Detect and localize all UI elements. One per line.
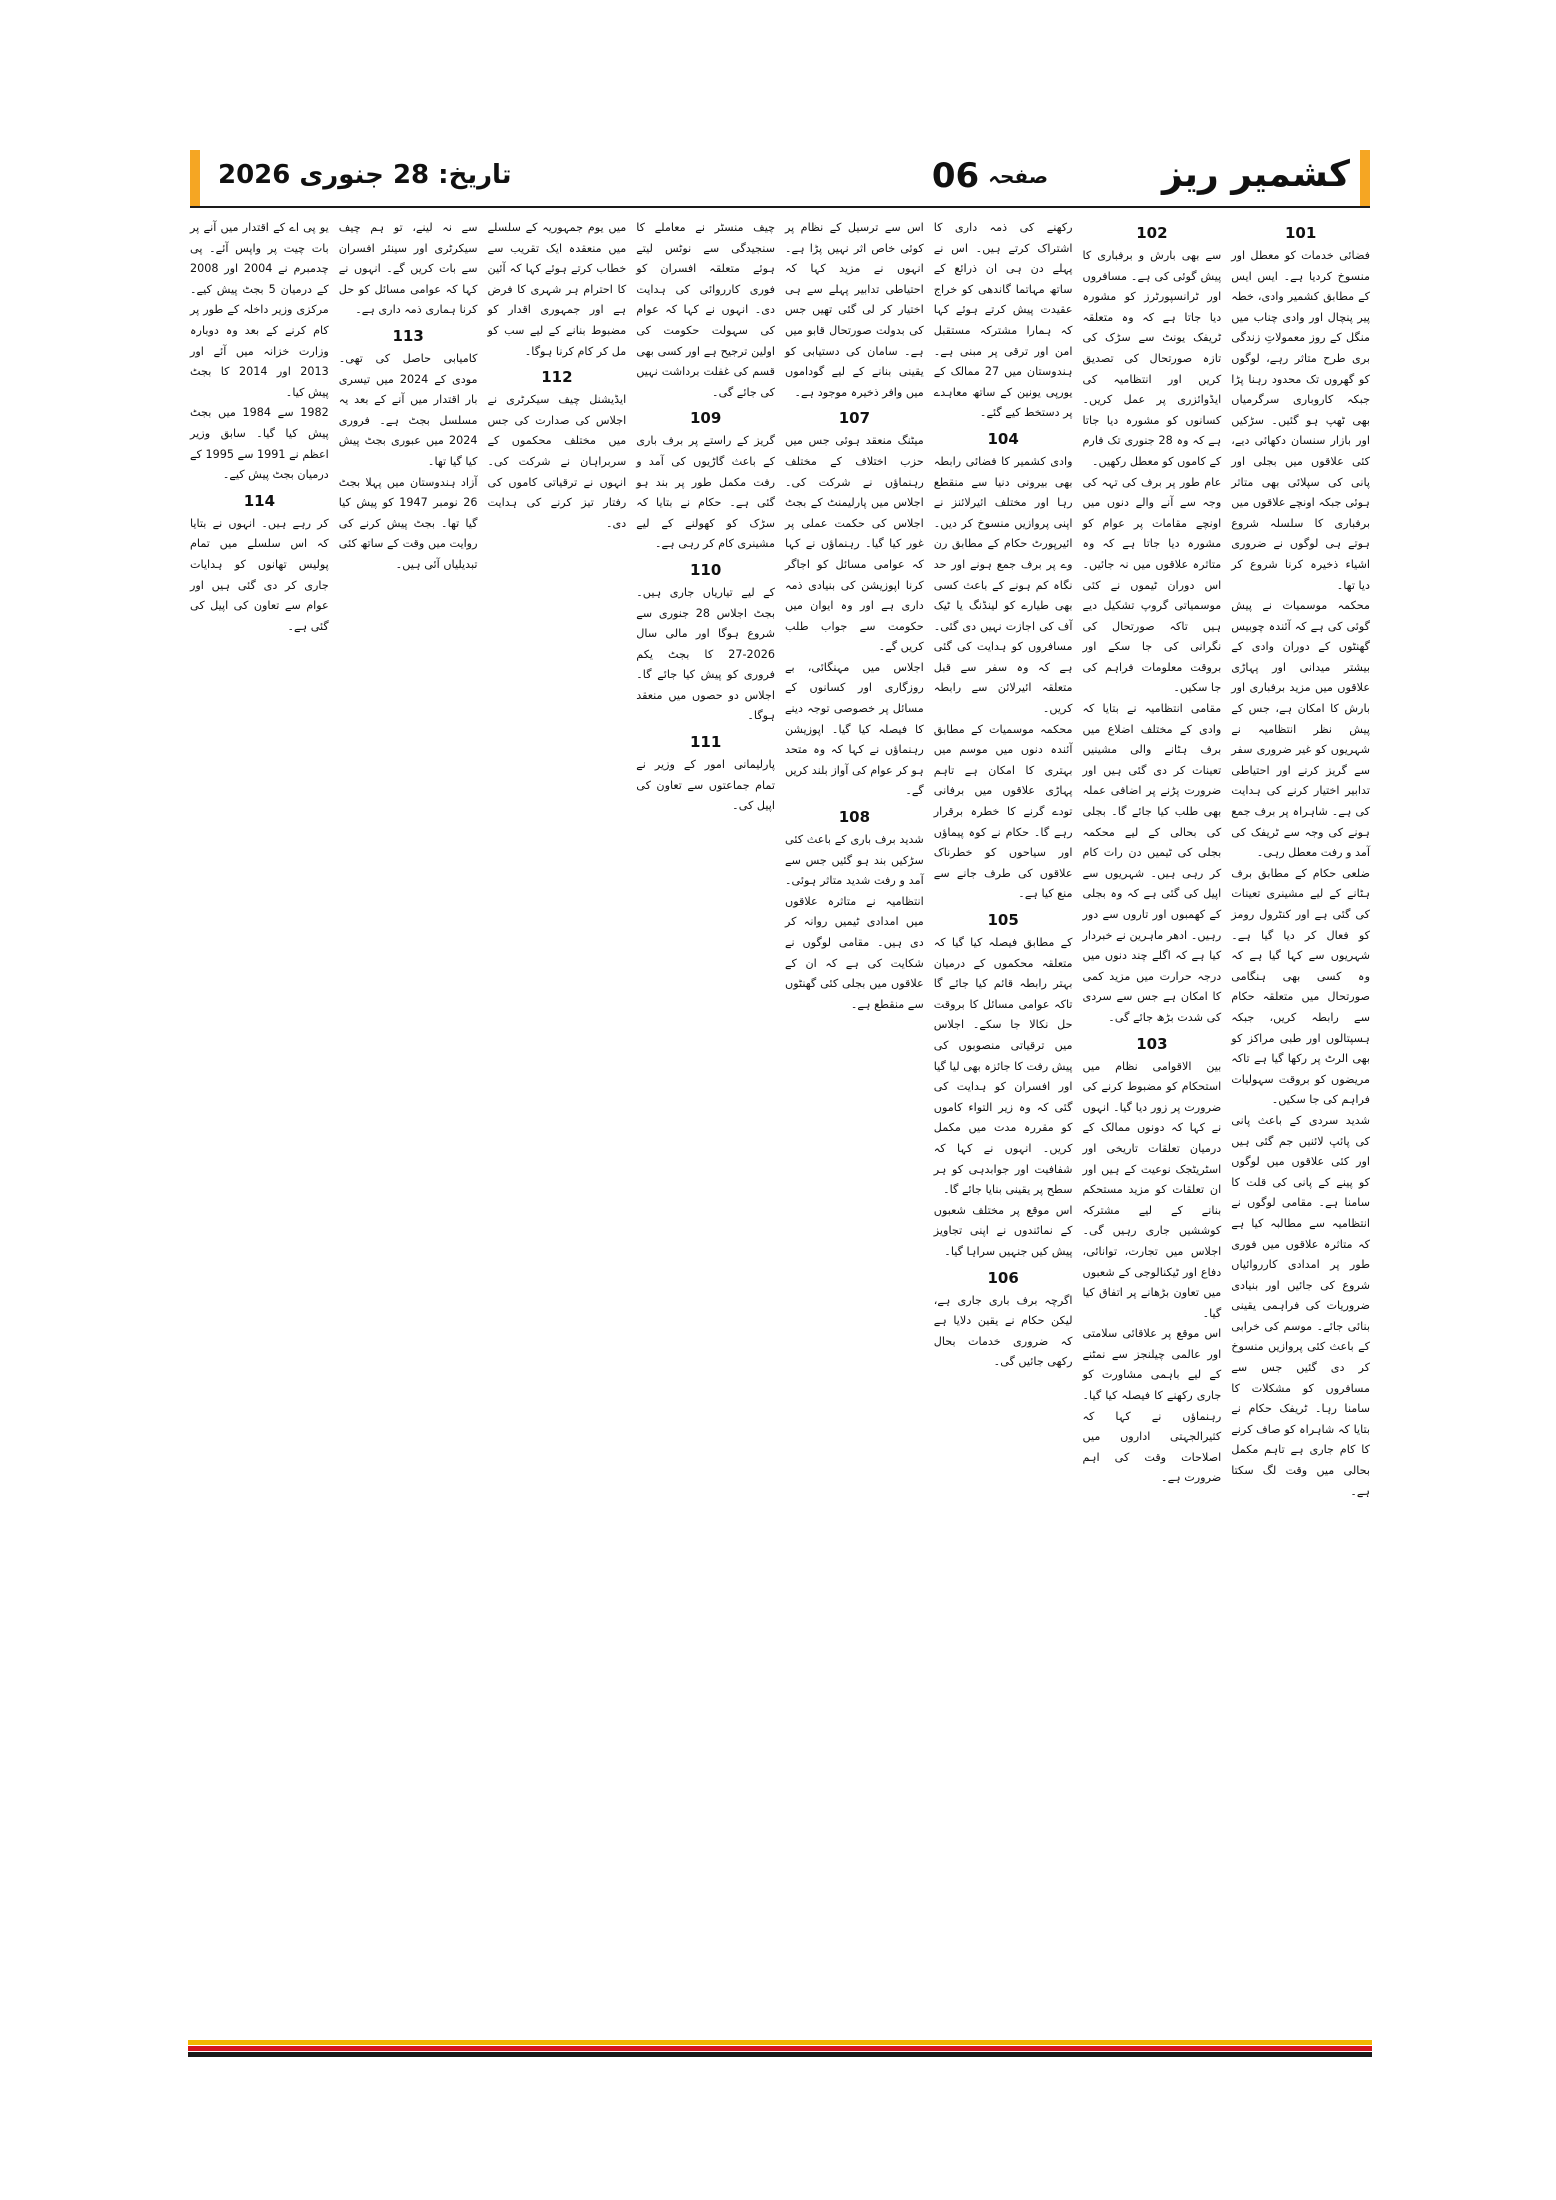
article-paragraph: سے بھی بارش و برفباری کا پیش گوئی کی ہے۔ مسافروں اور ٹرانسپورٹرز کو مشورہ دیا جاتا ہے کہ وہ متعلقہ ٹریفک یونٹ سے سڑک کی تازہ صورتحال کی تصدیق کریں اور انتظامیہ کی ایڈوائزری پر عمل کریں۔ کسانوں کو مشورہ دیا جاتا ہے کہ وہ 28 جنوری تک فارم کے کاموں کو معطل رکھیں۔ — [1082, 249, 1222, 468]
article-paragraph: رکھنے کی ذمہ داری کا اشتراک کرتے ہیں۔ اس نے پہلے دن ہی ان ذرائع کے ساتھ مہاتما گاندھی کو خراج عقیدت پیش کرتے ہوئے کہا کہ ہمارا مشترکہ مستقبل امن اور ترقی پر مبنی ہے۔ ہندوستان میں 27 ممالک کے یورپی یونین کے ساتھ معاہدے پر دستخط کیے گئے۔ — [933, 221, 1073, 420]
news-column-3 — [932, 218, 1075, 2026]
news-column-7 — [337, 218, 480, 2026]
article-paragraph: کر رہے ہیں۔ انہوں نے بتایا کہ اس سلسلے میں تمام پولیس تھانوں کو ہدایات جاری کر دی گئی ہیں اور عوام سے تعاون کی اپیل کی گئی ہے۔ — [190, 516, 329, 633]
article-paragraph: گریز کے راستے پر برف باری کے باعث گاڑیوں کی آمد و رفت مکمل طور پر بند ہو گئی ہے۔ حکام نے بتایا کہ سڑک کو کھولنے کے لیے مشینری کام کر رہی ہے۔ — [636, 434, 775, 551]
article-number: 113 — [392, 326, 424, 345]
article-paragraph: محکمہ موسمیات نے پیش گوئی کی ہے کہ آئندہ چوبیس گھنٹوں کے دوران وادی کے بیشتر میدانی اور پہاڑی علاقوں میں مزید برفباری اور بارش کا امکان ہے، جس کے پیش نظر انتظامیہ نے شہریوں کو غیر ضروری سفر سے گریز کرنے اور احتیاطی تدابیر اختیار کرنے کی ہدایت کی ہے۔ شاہراہ پر برف جمع ہونے کی وجہ سے ٹریفک کی آمد و رفت معطل رہی۔ — [1231, 599, 1370, 860]
article-paragraph: چیف منسٹر نے معاملے کا سنجیدگی سے نوٹس لیتے ہوئے متعلقہ افسران کو فوری کارروائی کی ہدایت دی۔ انہوں نے کہا کہ عوام کی سہولت حکومت کی اولین ترجیح ہے اور کسی بھی قسم کی غفلت برداشت نہیں کی جائے گی۔ — [636, 221, 775, 399]
article-paragraph: محکمہ موسمیات کے مطابق آئندہ دنوں میں موسم میں بہتری کا امکان ہے تاہم پہاڑی علاقوں میں برفانی تودے گرنے کا خطرہ برقرار رہے گا۔ حکام نے کوہ پیماؤں اور سیاحوں کو خطرناک علاقوں کی طرف جانے سے منع کیا ہے۔ — [933, 722, 1073, 901]
article-number: 104 — [987, 429, 1019, 448]
article-paragraph: اس موقع پر علاقائی سلامتی اور عالمی چیلنجز سے نمٹنے کے لیے باہمی مشاورت کو جاری رکھنے کا فیصلہ کیا گیا۔ رہنماؤں نے کہا کہ کثیرالجہتی اداروں میں اصلاحات وقت کی اہم ضرورت ہے۔ — [1082, 1327, 1222, 1485]
news-column-5 — [634, 218, 777, 2026]
footer-stripe-yellow — [188, 2040, 1372, 2045]
news-column-6 — [486, 218, 629, 2026]
article-paragraph: پارلیمانی امور کے وزیر نے تمام جماعتوں سے تعاون کی اپیل کی۔ — [636, 758, 775, 813]
article-number: 103 — [1136, 1034, 1168, 1053]
footer-stripe-red — [188, 2046, 1372, 2051]
article-paragraph: ایڈیشنل چیف سیکرٹری نے اجلاس کی صدارت کی جس میں مختلف محکموں کے سربراہان نے شرکت کی۔ انہوں نے ترقیاتی کاموں کی رفتار تیز کرنے کی ہدایت دی۔ — [487, 393, 627, 530]
article-paragraph: آزاد ہندوستان میں پہلا بجٹ 26 نومبر 1947 کو پیش کیا گیا تھا۔ بجٹ پیش کرنے کی روایت میں وقت کے ساتھ کئی تبدیلیاں آئی ہیں۔ — [338, 475, 478, 571]
article-paragraph: ضلعی حکام کے مطابق برف ہٹانے کے لیے مشینری تعینات کی گئی ہے اور کنٹرول رومز کو فعال کر دیا گیا ہے۔ شہریوں سے کہا گیا ہے کہ وہ کسی بھی ہنگامی صورتحال میں متعلقہ حکام سے رابطہ کریں، جبکہ ہسپتالوں اور طبی مراکز کو بھی الرٹ پر رکھا گیا ہے تاکہ مریضوں کو بروقت سہولیات فراہم کی جا سکیں۔ — [1231, 866, 1370, 1107]
footer-stripe-black — [188, 2052, 1372, 2057]
article-number: 105 — [987, 911, 1019, 929]
page-number-block — [930, 156, 1050, 196]
article-paragraph: شدید برف باری کے باعث کئی سڑکیں بند ہو گئیں جس سے آمد و رفت شدید متاثر ہوئی۔ انتظامیہ نے متاثرہ علاقوں میں امدادی ٹیمیں روانہ کر دی ہیں۔ مقامی لوگوں نے شکایت کی ہے کہ ان کے علاقوں میں بجلی کئی گھنٹوں سے منقطع ہے۔ — [785, 833, 924, 1011]
article-number: 114 — [243, 491, 276, 510]
article-paragraph: کامیابی حاصل کی تھی۔ مودی کے 2024 میں تیسری بار اقتدار میں آنے کے بعد یہ مسلسل بجٹ ہے۔ فروری 2024 میں عبوری بجٹ پیش کیا گیا تھا۔ — [338, 351, 478, 468]
article-paragraph: یو پی اے کے اقتدار میں آنے پر بات چیت پر واپس آئے۔ پی چدمبرم نے 2004 اور 2008 کے درمیان 5 بجٹ پیش کیے۔ مرکزی وزیر داخلہ کے طور پر کام کرنے کے بعد وہ دوبارہ وزارت خزانہ میں آئے اور 2013 اور 2014 کا بجٹ پیش کیا۔ — [190, 221, 329, 399]
article-paragraph: میٹنگ منعقد ہوئی جس میں حزب اختلاف کے مختلف رہنماؤں نے شرکت کی۔ اجلاس میں پارلیمنٹ کے بجٹ اجلاس کی حکمت عملی پر غور کیا گیا۔ رہنماؤں نے کہا کہ عوامی مسائل کو اجاگر کرنا اپوزیشن کی بنیادی ذمہ داری ہے اور وہ ایوان میں حکومت سے جواب طلب کریں گے۔ — [785, 434, 924, 654]
article-paragraph: اگرچہ برف باری جاری ہے، لیکن حکام نے یقین دلایا ہے کہ ضروری خدمات بحال رکھی جائیں گی۔ — [933, 1293, 1073, 1369]
article-paragraph: اس سے ترسیل کے نظام پر کوئی خاص اثر نہیں پڑا ہے۔ انہوں نے مزید کہا کہ احتیاطی تدابیر پہلے سے ہی اختیار کر لی گئی تھیں جس کی بدولت صورتحال قابو میں ہے۔ سامان کی دستیابی کو یقینی بنانے کے لیے گوداموں میں وافر ذخیرہ موجود ہے۔ — [785, 221, 924, 399]
article-number: 110 — [689, 560, 722, 579]
article-paragraph: 1982 سے 1984 میں بجٹ پیش کیا گیا۔ سابق وزیر اعظم نے 1991 سے 1995 کے درمیان بجٹ پیش کیے۔ — [190, 406, 329, 482]
news-column-4 — [783, 218, 926, 2026]
article-paragraph: شدید سردی کے باعث پانی کی پائپ لائنیں جم گئی ہیں اور کئی علاقوں میں لوگوں کو پینے کے پانی کی قلت کا سامنا ہے۔ مقامی لوگوں نے انتظامیہ سے مطالبہ کیا ہے کہ متاثرہ علاقوں میں فوری طور پر امدادی کارروائیاں شروع کی جائیں اور بنیادی ضروریات کی فراہمی یقینی بنائی جائے۔ موسم کی خرابی کے باعث کئی پروازیں منسوخ کر دی گئیں جس سے مسافروں کو مشکلات کا سامنا رہا۔ ٹریفک حکام نے بتایا کہ شاہراہ کو صاف کرنے کا کام جاری ہے تاہم مکمل بحالی میں وقت لگ سکتا ہے۔ — [1231, 1113, 1370, 1498]
article-paragraph: اس موقع پر مختلف شعبوں کے نمائندوں نے اپنی تجاویز پیش کیں جنہیں سراہا گیا۔ — [933, 1203, 1073, 1258]
article-number: 111 — [689, 733, 722, 752]
article-number: 107 — [838, 409, 871, 428]
article-paragraph: مقامی انتظامیہ نے بتایا کہ وادی کے مختلف اضلاع میں برف ہٹانے والی مشینیں تعینات کر دی گئی ہیں اور ضرورت پڑنے پر اضافی عملہ بھی طلب کیا جائے گا۔ بجلی کی بحالی کے لیے محکمہ بجلی کی ٹیمیں دن رات کام کر رہی ہیں۔ شہریوں سے اپیل کی گئی ہے کہ وہ بجلی کے کھمبوں اور تاروں سے دور رہیں۔ ادھر ماہرین نے خبردار کیا ہے کہ اگلے چند دنوں میں درجہ حرارت میں مزید کمی کا امکان ہے جس سے سردی کی شدت بڑھ جائے گی۔ — [1082, 702, 1222, 1024]
article-number: 108 — [838, 808, 871, 827]
article-paragraph: کے لیے تیاریاں جاری ہیں۔ بجٹ اجلاس 28 جنوری سے شروع ہوگا اور مالی سال 2026-27 کا بجٹ یکم فروری کو پیش کیا جائے گا۔ اجلاس دو حصوں میں منعقد ہوگا۔ — [636, 585, 775, 723]
news-column-8 — [188, 218, 331, 2026]
article-number: 109 — [689, 409, 722, 428]
header-accent-bar-left — [190, 150, 200, 206]
article-number: 112 — [541, 368, 573, 387]
page-label: صفحہ — [988, 164, 1049, 188]
article-columns — [188, 218, 1372, 2026]
news-column-2 — [1081, 218, 1224, 2026]
article-paragraph: کے مطابق فیصلہ کیا گیا کہ متعلقہ محکموں کے درمیان بہتر رابطہ قائم کیا جائے گا تاکہ عوامی مسائل کا بروقت حل نکالا جا سکے۔ اجلاس میں ترقیاتی منصوبوں کی پیش رفت کا جائزہ بھی لیا گیا اور افسران کو ہدایت کی گئی کہ وہ زیر التواء کاموں کو مقررہ مدت میں مکمل کریں۔ انہوں نے کہا کہ شفافیت اور جوابدہی کو ہر سطح پر یقینی بنایا جائے گا۔ — [933, 936, 1073, 1197]
article-paragraph: میں یوم جمہوریہ کے سلسلے میں منعقدہ ایک تقریب سے خطاب کرتے ہوئے کہا کہ آئین کا احترام ہر شہری کا فرض ہے اور جمہوری اقدار کو مضبوط بنانے کے لیے سب کو مل کر کام کرنا ہوگا۔ — [487, 221, 627, 358]
news-column-1 — [1229, 218, 1372, 2026]
article-paragraph: وادی کشمیر کا فضائی رابطہ بھی بیرونی دنیا سے منقطع رہا اور مختلف ائیرلائنز نے اپنی پروازیں منسوخ کر دیں۔ ائیرپورٹ حکام کے مطابق رن وے پر برف جمع ہونے اور حد نگاہ کم ہونے کے باعث کسی بھی طیارے کو لینڈنگ یا ٹیک آف کی اجازت نہیں دی گئی۔ مسافروں کو ہدایت کی گئی ہے کہ وہ سفر سے قبل متعلقہ ائیرلائن سے رابطہ کریں۔ — [933, 454, 1073, 716]
issue-date: تاریخ: 28 جنوری 2026 — [218, 160, 512, 190]
article-paragraph: بین الاقوامی نظام میں استحکام کو مضبوط کرنے کی ضرورت پر زور دیا گیا۔ انہوں نے کہا کہ دونوں ممالک کے درمیان تعلقات تاریخی اور اسٹریٹجک نوعیت کے ہیں اور ان تعلقات کو مزید مستحکم بنانے کے لیے مشترکہ کوششیں جاری رہیں گی۔ اجلاس میں تجارت، توانائی، دفاع اور ٹیکنالوجی کے شعبوں میں تعاون بڑھانے پر اتفاق کیا گیا۔ — [1082, 1059, 1222, 1320]
page-header — [190, 150, 1370, 206]
article-paragraph: سے نہ لینے، تو ہم چیف سیکرٹری اور سینئر افسران سے بات کریں گے۔ انہوں نے کہا کہ عوامی مسائل کو حل کرنا ہماری ذمہ داری ہے۔ — [338, 221, 478, 317]
page-number: 06 — [931, 156, 980, 196]
article-paragraph: اجلاس میں مہنگائی، بے روزگاری اور کسانوں کے مسائل پر خصوصی توجہ دینے کا فیصلہ کیا گیا۔ اپوزیشن رہنماؤں نے کہا کہ وہ متحد ہو کر عوام کی آواز بلند کریں گے۔ — [785, 660, 924, 798]
article-paragraph: فضائی خدمات کو معطل اور منسوخ کردیا ہے۔ ایس ایس کے مطابق کشمیر وادی، خطہ پیر پنچال اور وادی چناب میں منگل کے روز معمولاتِ زندگی بری طرح متاثر رہے، لوگوں کو گھروں تک محدود رہنا پڑا جبکہ کاروباری سرگرمیاں بھی ٹھپ ہو گئیں۔ سڑکیں اور بازار سنسان دکھائی دیے، کئی علاقوں میں بجلی اور پانی کی سپلائی بھی متاثر ہوئی جبکہ اونچے علاقوں میں برفباری کا سلسلہ شروع ہوتے ہی لوگوں نے ضروری اشیاء ذخیرہ کرنا شروع کر دیا تھا۔ — [1231, 249, 1370, 592]
header-rule — [190, 206, 1370, 208]
article-number: 102 — [1136, 224, 1168, 242]
newspaper-title: کشمیر ریز — [1162, 154, 1350, 195]
article-paragraph: عام طور پر برف کی تہہ کی وجہ سے آنے والے دنوں میں اونچے مقامات پر عوام کو مشورہ دیا جاتا ہے کہ وہ متاثرہ علاقوں میں نہ جائیں۔ اس دوران ٹیموں نے کئی موسمیاتی گروپ تشکیل دیے ہیں تاکہ صورتحال کی نگرانی کی جا سکے اور بروقت معلومات فراہم کی جا سکیں۔ — [1082, 475, 1222, 695]
article-number: 101 — [1284, 224, 1317, 242]
article-number: 106 — [987, 1268, 1019, 1287]
header-accent-bar-right — [1360, 150, 1370, 206]
